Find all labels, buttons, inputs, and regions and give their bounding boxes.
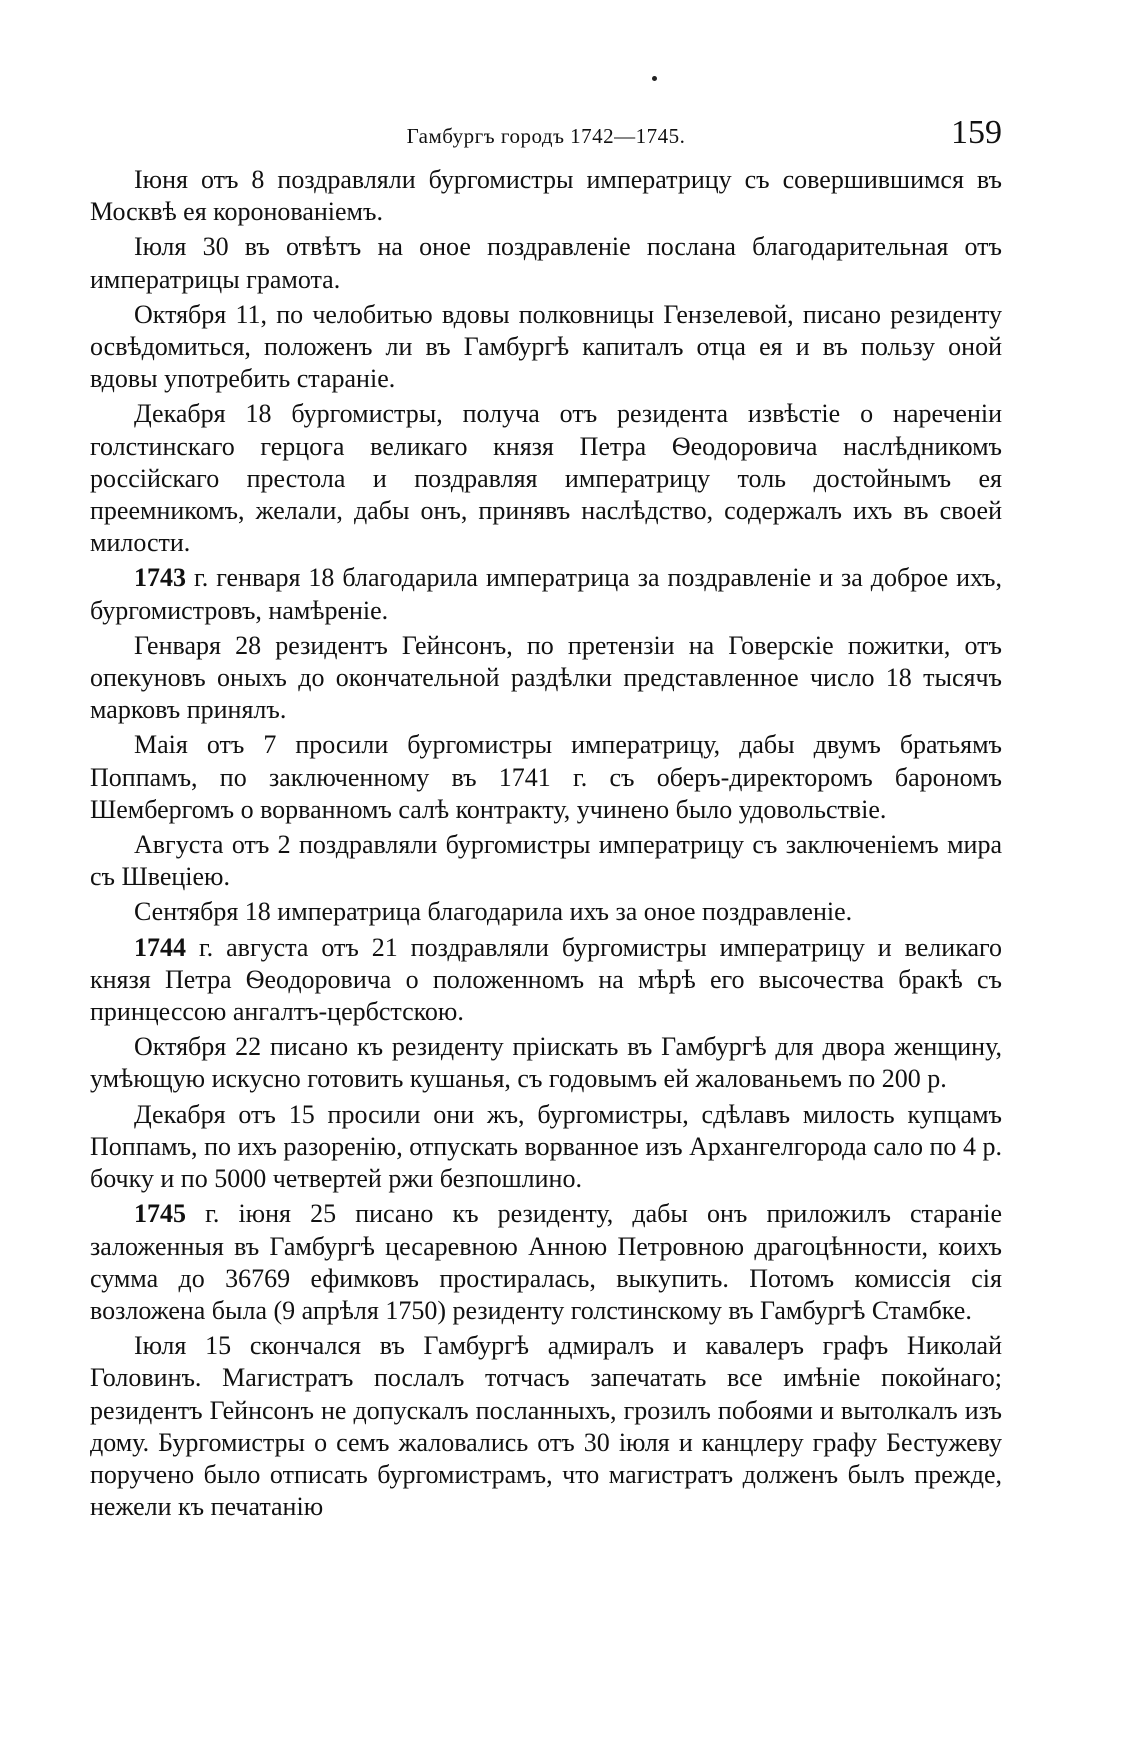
paragraph-text: Іюня отъ 8 поздравляли бургомистры императрицу съ совершившимся въ Москвѣ ея коронованіемъ. bbox=[90, 165, 1002, 227]
paragraph-text: Іюля 15 скончался въ Гамбургѣ адмиралъ и кавалеръ графъ Николай Головинъ. Магистратъ послалъ тотчасъ запечатать все имѣніе покойнаго; резидентъ Гейнсонъ не допускалъ посланныхъ, грозилъ побоями и вытолкалъ изъ дому. Бургомистры о семъ жаловались отъ 30 іюля и канцлеру графу Бестужеву поручено было отписать бургомистрамъ, что магистратъ долженъ былъ прежде, нежели къ печатанію bbox=[90, 1331, 1002, 1522]
paragraph-text: Маія отъ 7 просили бургомистры императрицу, дабы двумъ братьямъ Поппамъ, по заключенному въ 1741 г. съ оберъ-директоромъ барономъ Шембергомъ о ворванномъ салѣ контракту, учинено было удовольствіе. bbox=[90, 730, 1002, 824]
paragraph-text: Сентября 18 императрица благодарила ихъ за оное поздравленіе. bbox=[134, 897, 853, 927]
paragraph bbox=[90, 1198, 1002, 1327]
paragraph bbox=[90, 299, 1002, 396]
paragraph bbox=[90, 562, 1002, 626]
paragraph-text: Декабря 18 бургомистры, получа отъ резидента извѣстіе о нареченіи голстинскаго герцога великаго князя Петра Ѳеодоровича наслѣдникомъ россійскаго престола и поздравляя императрицу толь достойнымъ ея преемникомъ, желали, дабы онъ, принявъ наслѣдство, содержалъ ихъ въ своей милости. bbox=[90, 399, 1002, 558]
paragraph bbox=[90, 1099, 1002, 1196]
paragraph bbox=[90, 829, 1002, 893]
paragraph bbox=[90, 630, 1002, 727]
paragraph-text: Генваря 28 резидентъ Гейнсонъ, по претензіи на Говерскіе пожитки, отъ опекуновъ оныхъ до окончательной раздѣлки представленное число 18 тысячъ марковъ принялъ. bbox=[90, 630, 1002, 725]
paragraph bbox=[90, 1031, 1002, 1095]
page-header bbox=[90, 114, 1002, 154]
paragraph bbox=[90, 398, 1002, 559]
year-lead: 1745 bbox=[134, 1199, 186, 1229]
running-head: Гамбургъ городъ 1742—1745. bbox=[406, 124, 686, 148]
year-lead: 1744 bbox=[134, 932, 186, 962]
paragraph-text: г. іюня 25 писано къ резиденту, дабы онъ приложилъ стараніе заложенныя въ Гамбургѣ цесаревною Анною Петровною драгоцѣнности, коихъ сумма до 36769 ефимковъ простиралась, выкупить. Потомъ комиссія сія возложена была (9 апрѣля 1750) резиденту голстинскому въ Гамбургѣ Стамбке. bbox=[90, 1199, 1002, 1325]
paragraph-text: Іюля 30 въ отвѣтъ на оное поздравленіе послана благодарительная отъ императрицы грамота. bbox=[90, 232, 1002, 294]
paragraph-text: Октября 11, по челобитью вдовы полковницы Гензелевой, писано резиденту освѣдомиться, положенъ ли въ Гамбургѣ капиталъ отца ея и въ пользу оной вдовы употребить стараніе. bbox=[90, 299, 1002, 394]
paragraph-text: Августа отъ 2 поздравляли бургомистры императрицу съ заключеніемъ мира съ Швеціею. bbox=[90, 830, 1002, 892]
page-number: 159 bbox=[951, 114, 1002, 151]
paragraph bbox=[90, 896, 1002, 928]
paragraph-text: г. августа отъ 21 поздравляли бургомистры императрицу и великаго князя Петра Ѳеодоровича о положенномъ на мѣрѣ его высочества бракѣ съ принцессою ангалтъ-цербстскою. bbox=[90, 932, 1002, 1027]
paragraph-text: Октября 22 писано къ резиденту пріискать въ Гамбургѣ для двора женщину, умѣющую искусно готовить кушанья, съ годовымъ ей жалованьемъ по 200 р. bbox=[90, 1032, 1002, 1094]
ink-speck bbox=[652, 76, 657, 81]
paragraph bbox=[90, 1330, 1002, 1523]
paragraph-text: Декабря отъ 15 просили они жъ, бургомистры, сдѣлавъ милость купцамъ Поппамъ, по ихъ разоренію, отпускать ворванное изъ Архангелгорода сало по 4 р. бочку и по 5000 четвертей ржи безпошлино. bbox=[90, 1099, 1002, 1194]
paragraph bbox=[90, 164, 1002, 228]
paragraph bbox=[90, 932, 1002, 1029]
paragraph bbox=[90, 729, 1002, 826]
body-text bbox=[90, 164, 1002, 1526]
year-lead: 1743 bbox=[134, 563, 186, 593]
paragraph-text: г. генваря 18 благодарила императрица за поздравленіе и за доброе ихъ, бургомистровъ, намѣреніе. bbox=[90, 563, 1002, 625]
paragraph bbox=[90, 231, 1002, 295]
